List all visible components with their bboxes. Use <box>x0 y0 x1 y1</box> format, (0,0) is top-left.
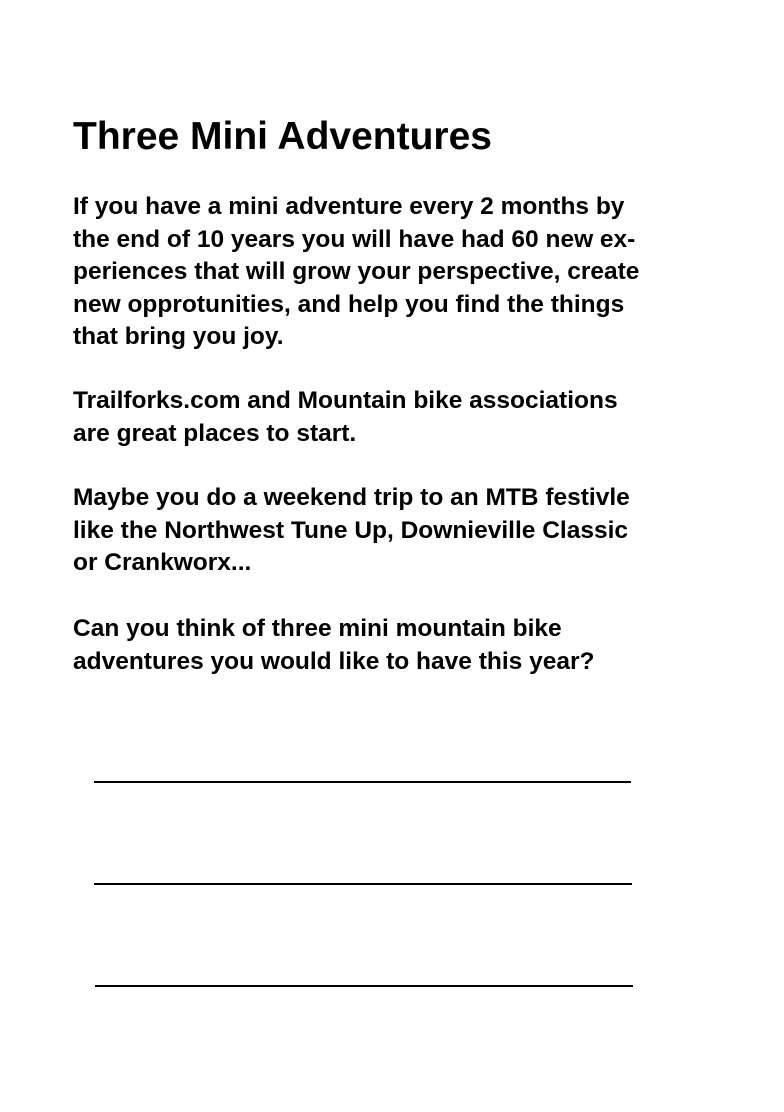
text-line: If you have a mini adventure every 2 months by <box>73 193 625 220</box>
text-line: adventures you would like to have this year? <box>73 647 595 675</box>
text-line: that bring you joy. <box>73 323 284 350</box>
answer-line-3[interactable] <box>95 985 633 987</box>
text-line: periences that will grow your perspective, create <box>73 258 640 285</box>
text-line: Trailforks.com and Mountain bike associations <box>73 387 618 414</box>
text-line: like the Northwest Tune Up, Downieville Classic <box>73 516 629 544</box>
answer-line-1[interactable] <box>94 781 631 783</box>
question-paragraph <box>73 613 594 678</box>
text-line: the end of 10 years you will have had 60 new ex- <box>73 225 636 253</box>
text-line: or Crankworx... <box>73 549 252 576</box>
text-line: Maybe you do a weekend trip to an MTB festivle <box>73 484 630 511</box>
resources-paragraph <box>73 385 618 450</box>
text-line: are great places to start. <box>73 419 357 447</box>
page-title: Three Mini Adventures <box>73 115 492 158</box>
text-line: new opprotunities, and help you find the things <box>73 290 625 318</box>
festival-paragraph <box>73 482 630 580</box>
text-line: Can you think of three mini mountain bike <box>73 615 562 642</box>
answer-line-2[interactable] <box>94 883 632 885</box>
intro-paragraph <box>73 191 639 354</box>
